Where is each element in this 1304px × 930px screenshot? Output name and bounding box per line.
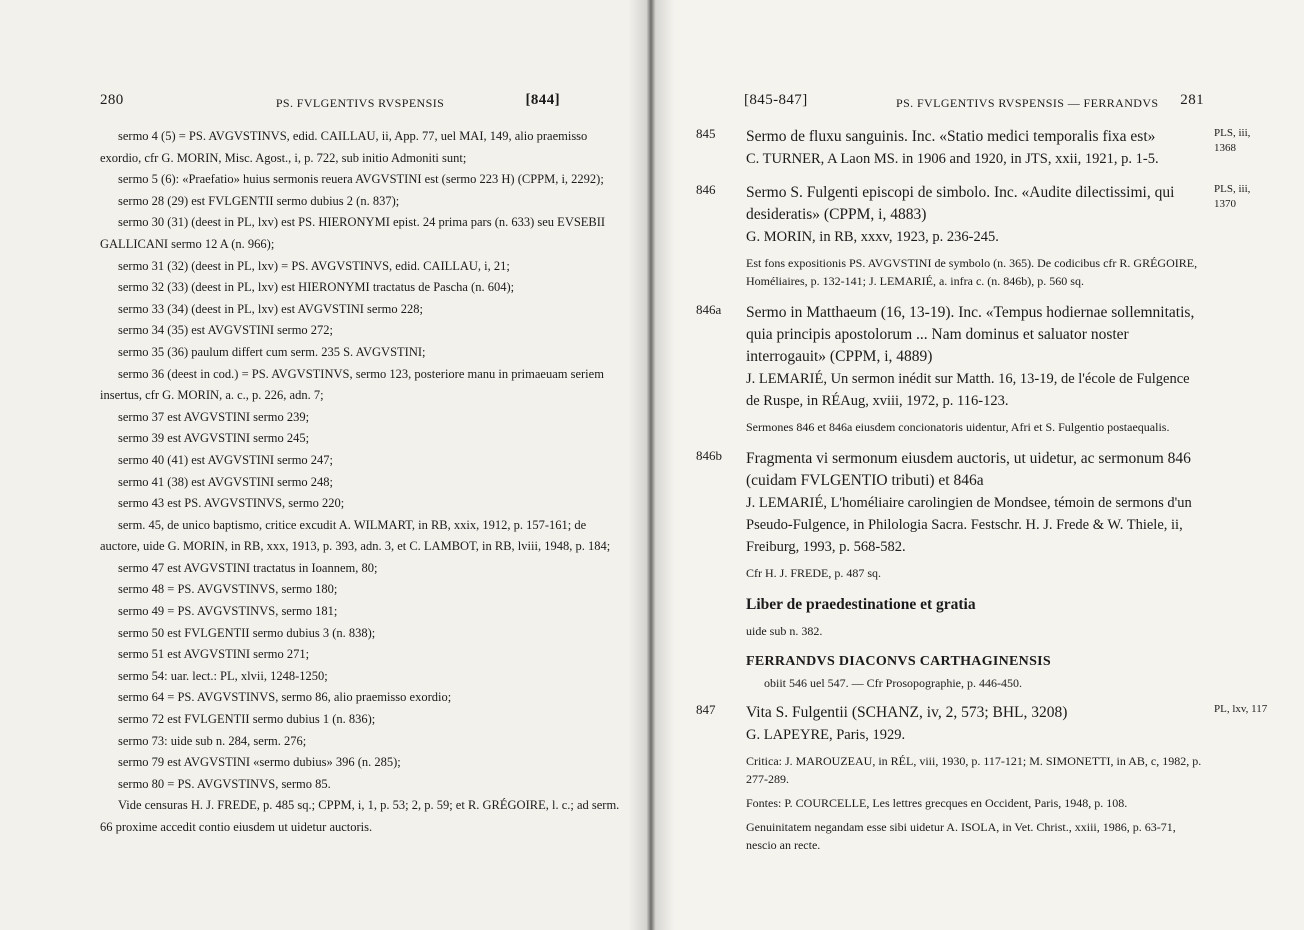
left-line: sermo 41 (38) est AVGVSTINI sermo 248; xyxy=(118,474,334,489)
book-gutter xyxy=(628,0,674,930)
entry-846b xyxy=(696,448,1204,582)
left-page xyxy=(0,0,650,930)
left-line: sermo 49 = PS. AVGVSTINVS, sermo 181; xyxy=(118,604,338,619)
left-line: Vide censuras H. J. FREDE, p. 485 sq.; CPPM, i, 1, p. 53; 2, p. 59; et R. GRÉGOIRE, l. c.; ad serm. 66 proxime accedit contio eiusdem ut uidetur auctoris. xyxy=(100,798,620,834)
sidebar-reference: PLS, iii, 1370 xyxy=(1214,183,1251,210)
entry-846a xyxy=(696,302,1204,436)
left-line: sermo 64 = PS. AVGVSTINVS, sermo 86, alio praemisso exordio; xyxy=(118,690,452,705)
entry-note: Sermones 846 et 846a eiusdem concionatoris uidentur, Afri et S. Fulgentio postaequalis. xyxy=(746,420,1170,434)
entry-note: Fontes: P. COURCELLE, Les lettres grecques en Occident, Paris, 1948, p. 108. xyxy=(746,796,1128,810)
entry-title: Sermo S. Fulgenti episcopi de simbolo. Inc. «Audite dilectissimi, qui desideratis» (CPPM, i, 4883) xyxy=(746,184,1175,223)
left-line: serm. 45, de unico baptismo, critice excudit A. WILMART, in RB, xxix, 1912, p. 157-161; de auctore, uide G. MORIN, in RB, xxx, 1913, p. 393, adn. 3, et C. LAMBOT, in RB, lviii, 1948, p. 184; xyxy=(100,517,611,554)
right-page xyxy=(650,0,1304,930)
left-line: sermo 73: uide sub n. 284, serm. 276; xyxy=(118,733,307,748)
entry-number: 846 xyxy=(696,182,716,197)
entry-note: Critica: J. MAROUZEAU, in RÉL, viii, 1930, p. 117-121; M. SIMONETTI, in AB, c, 1982, p. 277-289. xyxy=(746,754,1202,786)
right-running-head xyxy=(696,90,1274,112)
left-running-head xyxy=(100,90,620,112)
entry-title: Fragmenta vi sermonum eiusdem auctoris, ut uidetur, ac sermonum 846 (cuidam FVLGENTIO tributi) et 846a xyxy=(746,450,1191,489)
entry-title: Sermo in Matthaeum (16, 13-19). Inc. «Tempus hodiernae sollemnitatis, quia principis apostolorum ... Nam dominus et saluator noster interrogauit» (CPPM, i, 4889) xyxy=(746,304,1195,365)
left-line: sermo 72 est FVLGENTII sermo dubius 1 (n. 836); xyxy=(118,712,376,727)
entry-edition: G. MORIN, in RB, xxxv, 1923, p. 236-245. xyxy=(746,229,999,245)
left-line: sermo 48 = PS. AVGVSTINVS, sermo 180; xyxy=(118,582,338,597)
left-line: sermo 47 est AVGVSTINI tractatus in Ioannem, 80; xyxy=(118,560,378,575)
entry-note: Est fons expositionis PS. AVGVSTINI de symbolo (n. 365). De codicibus cfr R. GRÉGOIRE, Homéliaires, p. 132-141; J. LEMARIÉ, a. infra c. (n. 846b), p. 560 sq. xyxy=(746,256,1198,288)
entry-edition: G. LAPEYRE, Paris, 1929. xyxy=(746,727,906,743)
entry-edition: J. LEMARIÉ, L'homéliaire carolingien de Mondsee, témoin de sermons d'un Pseudo-Fulgence, in Philologia Sacra. Festschr. H. J. Frede & W. Thiele, ii, Freiburg, 1993, p. 568-582. xyxy=(746,495,1192,555)
left-line: sermo 4 (5) = PS. AVGVSTINVS, edid. CAILLAU, ii, App. 77, uel MAI, 149, alio praemisso exordio, cfr G. MORIN, Misc. Agost., i, p. 722, sub initio Admoniti sunt; xyxy=(100,129,588,165)
left-line: sermo 43 est PS. AVGVSTINVS, sermo 220; xyxy=(118,496,345,511)
left-line: sermo 35 (36) paulum differt cum serm. 235 S. AVGVSTINI; xyxy=(118,344,426,359)
left-line: sermo 54: uar. lect.: PL, xlvii, 1248-1250; xyxy=(118,668,328,683)
entry-number: 846a xyxy=(696,302,722,317)
entry-note: uide sub n. 382. xyxy=(746,624,823,638)
left-line: sermo 80 = PS. AVGVSTINVS, sermo 85. xyxy=(118,776,331,791)
left-line: sermo 51 est AVGVSTINI sermo 271; xyxy=(118,647,310,662)
left-page-number: 280 xyxy=(100,92,124,108)
entry-title: Sermo de fluxu sanguinis. Inc. «Statio medici temporalis fixa est» xyxy=(746,128,1156,145)
entry-846 xyxy=(696,182,1251,290)
left-running-title: PS. FVLGENTIVS RVSPENSIS xyxy=(275,96,445,110)
right-entry-bracket: [845-847] xyxy=(744,92,808,108)
left-line: sermo 34 (35) est AVGVSTINI sermo 272; xyxy=(118,323,334,338)
entry-845 xyxy=(696,126,1251,170)
sidebar-reference: PLS, iii, 1368 xyxy=(1214,127,1251,154)
left-line: sermo 33 (34) (deest in PL, lxv) est AVGVSTINI sermo 228; xyxy=(118,301,423,316)
left-line: sermo 28 (29) est FVLGENTII sermo dubius 2 (n. 837); xyxy=(118,193,400,208)
left-line: sermo 50 est FVLGENTII sermo dubius 3 (n. 838); xyxy=(118,625,376,640)
left-line: sermo 39 est AVGVSTINI sermo 245; xyxy=(118,431,310,446)
entry-title: Vita S. Fulgentii (SCHANZ, iv, 2, 573; BHL, 3208) xyxy=(746,704,1068,721)
left-line: sermo 36 (deest in cod.) = PS. AVGVSTINVS, sermo 123, posteriore manu in primaeuam seriem insertus, cfr G. MORIN, a. c., p. 226, adn. 7; xyxy=(100,366,604,403)
section-heading: FERRANDVS DIACONVS CARTHAGINENSIS xyxy=(746,654,1052,669)
left-line: sermo 40 (41) est AVGVSTINI sermo 247; xyxy=(118,452,334,467)
section-subheading: obiit 546 uel 547. — Cfr Prosopographie, p. 446-450. xyxy=(764,676,1022,690)
entry-note: Genuinitatem negandam esse sibi uidetur A. ISOLA, in Vet. Christ., xxiii, 1986, p. 63-71, nescio an recte. xyxy=(746,820,1176,852)
left-line: sermo 37 est AVGVSTINI sermo 239; xyxy=(118,409,310,424)
left-text-body xyxy=(100,126,620,839)
left-line: sermo 30 (31) (deest in PL, lxv) est PS. HIERONYMI epist. 24 prima pars (n. 633) seu EVSEBII GALLICANI sermo 12 A (n. 966); xyxy=(100,215,606,251)
left-line: sermo 31 (32) (deest in PL, lxv) = PS. AVGVSTINVS, edid. CAILLAU, i, 21; xyxy=(118,258,510,273)
entry-liber-de-praedestinatione xyxy=(746,594,1204,640)
entry-title: Liber de praedestinatione et gratia xyxy=(746,596,976,613)
left-line: sermo 79 est AVGVSTINI «sermo dubius» 396 (n. 285); xyxy=(118,755,401,770)
entry-edition: J. LEMARIÉ, Un sermon inédit sur Matth. 16, 13-19, de l'école de Fulgence de Ruspe, in RÉAug, xviii, 1972, p. 116-123. xyxy=(746,371,1190,409)
entry-note: Cfr H. J. FREDE, p. 487 sq. xyxy=(746,566,882,580)
left-line: sermo 5 (6): «Praefatio» huius sermonis reuera AVGVSTINI est (sermo 223 H) (CPPM, i, 2292); xyxy=(118,172,604,187)
left-entry-bracket: [844] xyxy=(525,92,560,108)
left-line: sermo 32 (33) (deest in PL, lxv) est HIERONYMI tractatus de Pascha (n. 604); xyxy=(118,280,515,295)
sidebar-reference: PL, lxv, 117 xyxy=(1214,703,1268,715)
entry-number: 846b xyxy=(696,448,722,463)
entry-number: 845 xyxy=(696,126,716,141)
right-running-title: PS. FVLGENTIVS RVSPENSIS — FERRANDVS xyxy=(896,96,1159,110)
entry-847 xyxy=(696,702,1268,854)
right-page-number: 281 xyxy=(1180,92,1204,108)
entry-edition: C. TURNER, A Laon MS. in 1906 and 1920, in JTS, xxii, 1921, p. 1-5. xyxy=(746,151,1159,167)
entry-number: 847 xyxy=(696,702,716,717)
